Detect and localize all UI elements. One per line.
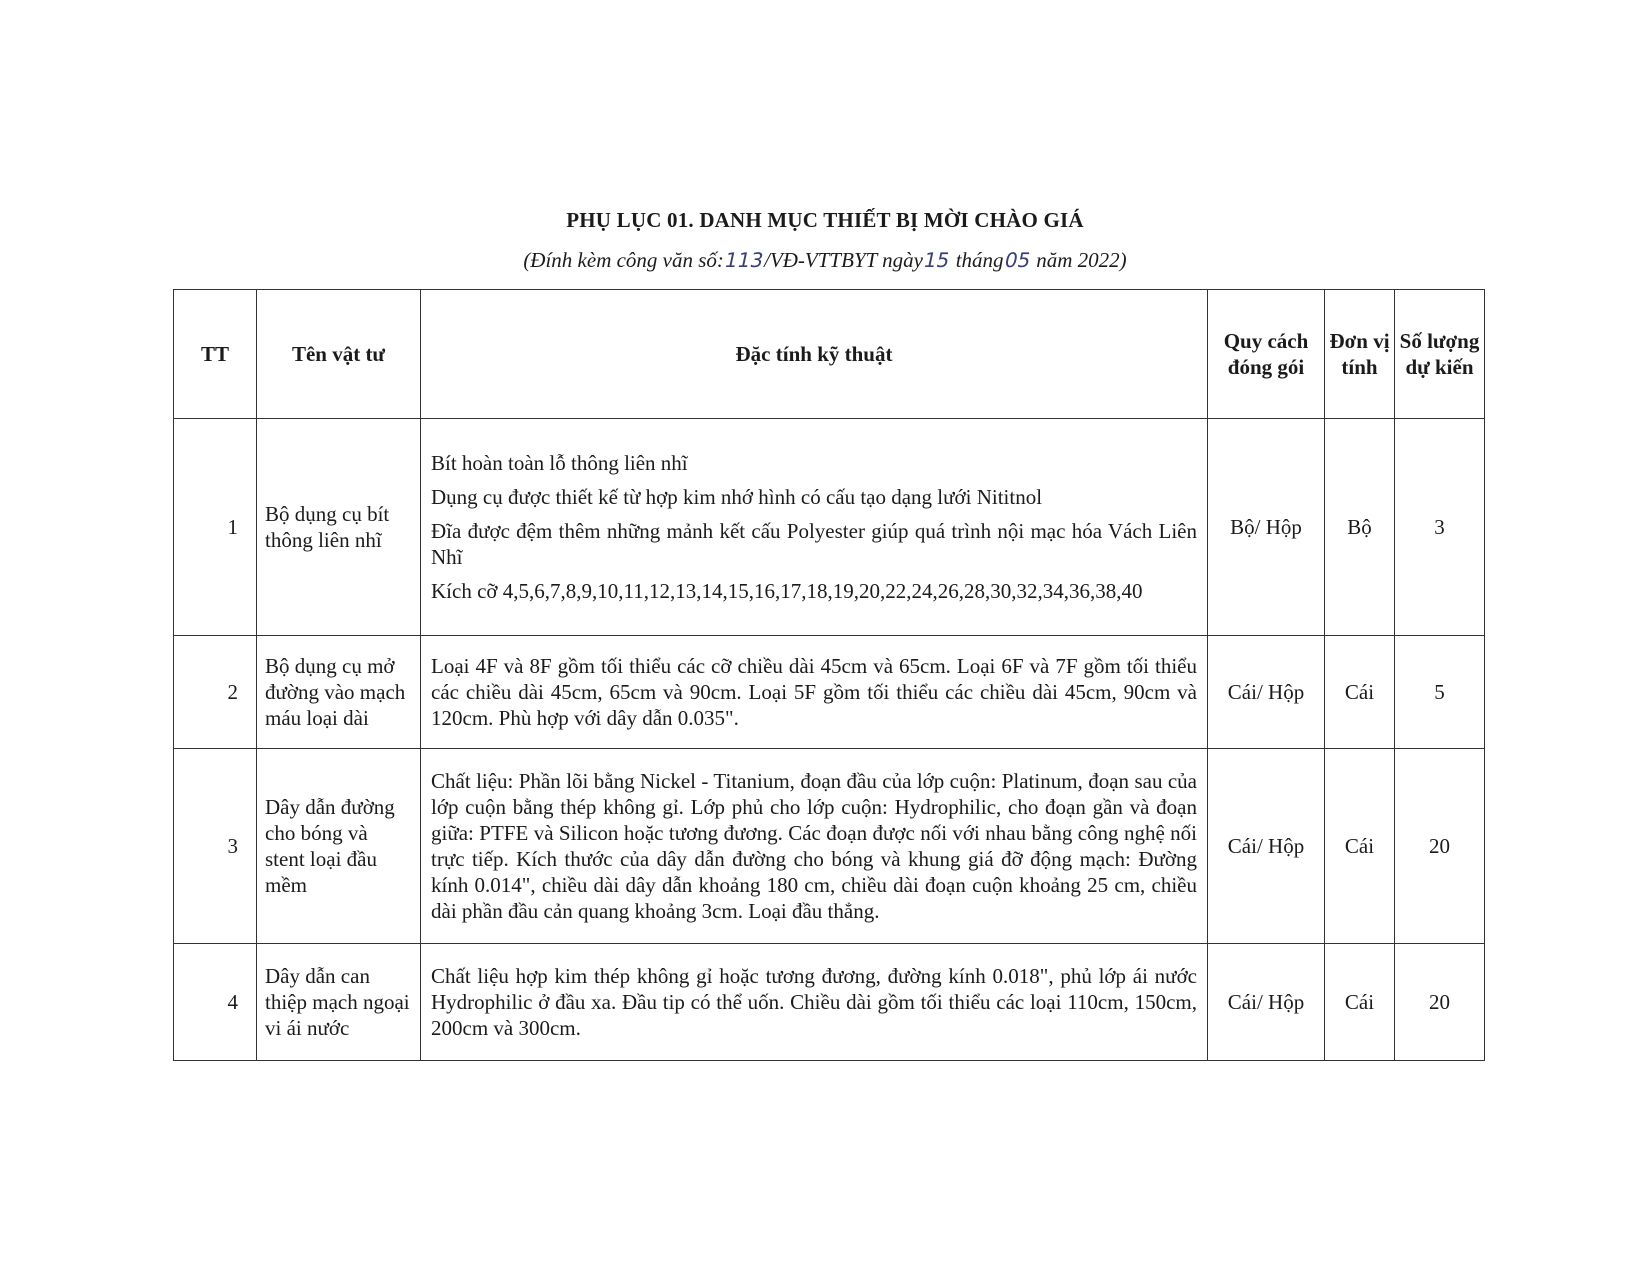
page-title: PHỤ LỤC 01. DANH MỤC THIẾT BỊ MỜI CHÀO GIÁ	[566, 208, 1084, 232]
header-packaging: Quy cách đóng gói	[1208, 290, 1325, 419]
header-unit: Đơn vị tính	[1325, 290, 1395, 419]
cell-spec: Loại 4F và 8F gồm tối thiểu các cỡ chiều dài 45cm và 65cm. Loại 6F và 7F gồm tối thiểu các chiều dài 45cm, 65cm và 90cm. Loại 5F gồm tối thiểu các chiều dài 45cm, 90cm và 120cm. Phù hợp với dây dẫn 0.035".	[421, 636, 1208, 749]
table-row	[174, 419, 1485, 636]
page-subtitle	[0, 248, 1650, 273]
header-spec: Đặc tính kỹ thuật	[421, 290, 1208, 419]
spec-line: Dụng cụ được thiết kế từ hợp kim nhớ hình có cấu tạo dạng lưới Nititnol	[431, 485, 1043, 509]
cell-unit: Cái	[1325, 944, 1395, 1061]
spec-line: Bít hoàn toàn lỗ thông liên nhĩ	[431, 451, 688, 475]
cell-spec: Chất liệu hợp kim thép không gỉ hoặc tương đương, đường kính 0.018", phủ lớp ái nước Hydrophilic ở đầu xa. Đầu tip có thể uốn. Chiều dài gồm tối thiểu các loại 110cm, 150cm, 200cm và 300cm.	[421, 944, 1208, 1061]
cell-packaging: Bộ/ Hộp	[1208, 419, 1325, 636]
cell-unit: Cái	[1325, 636, 1395, 749]
table-row	[174, 749, 1485, 944]
cell-quantity: 5	[1395, 636, 1485, 749]
cell-name: Dây dẫn đường cho bóng và stent loại đầu mềm	[257, 749, 421, 944]
cell-packaging: Cái/ Hộp	[1208, 636, 1325, 749]
handwritten-month: 05	[1001, 248, 1033, 272]
cell-unit: Cái	[1325, 749, 1395, 944]
subtitle-mid-1: /VĐ-VTTBYT ngày	[764, 248, 923, 272]
subtitle-mid-2: tháng	[950, 248, 1004, 272]
equipment-catalog-table	[173, 289, 1485, 1061]
handwritten-day: 15	[921, 248, 953, 272]
cell-unit: Bộ	[1325, 419, 1395, 636]
cell-name: Dây dẫn can thiệp mạch ngoại vi ái nước	[257, 944, 421, 1061]
spec-line: Kích cỡ 4,5,6,7,8,9,10,11,12,13,14,15,16,17,18,19,20,22,24,26,28,30,32,34,36,38,40	[431, 579, 1143, 603]
cell-tt: 4	[174, 944, 257, 1061]
cell-tt: 3	[174, 749, 257, 944]
header-name: Tên vật tư	[257, 290, 421, 419]
cell-name: Bộ dụng cụ mở đường vào mạch máu loại dài	[257, 636, 421, 749]
header-tt: TT	[174, 290, 257, 419]
cell-tt: 1	[174, 419, 257, 636]
table-header-row	[174, 290, 1485, 419]
header-quantity: Số lượng dự kiến	[1395, 290, 1485, 419]
cell-quantity: 20	[1395, 944, 1485, 1061]
table-row	[174, 944, 1485, 1061]
cell-name: Bộ dụng cụ bít thông liên nhĩ	[257, 419, 421, 636]
spec-line: Đĩa được đệm thêm những mảnh kết cấu Polyester giúp quá trình nội mạc hóa Vách Liên Nhĩ	[431, 519, 1197, 569]
handwritten-document-number: 113	[722, 248, 766, 272]
subtitle-prefix: (Đính kèm công văn số:	[523, 248, 724, 272]
cell-quantity: 3	[1395, 419, 1485, 636]
cell-packaging: Cái/ Hộp	[1208, 749, 1325, 944]
cell-spec	[421, 419, 1208, 636]
cell-tt: 2	[174, 636, 257, 749]
table-row	[174, 636, 1485, 749]
cell-quantity: 20	[1395, 749, 1485, 944]
cell-packaging: Cái/ Hộp	[1208, 944, 1325, 1061]
cell-spec: Chất liệu: Phần lõi bằng Nickel - Titanium, đoạn đầu của lớp cuộn: Platinum, đoạn sau của lớp cuộn bằng thép không gỉ. Lớp phủ cho lớp cuộn: Hydrophilic, cho đoạn gần và đoạn giữa: PTFE và Silicon hoặc tương đương. Các đoạn được nối với nhau bằng công nghệ nối trực tiếp. Kích thước của dây dẫn đường cho bóng và khung giá đỡ động mạch: Đường kính 0.014", chiều dài dây dẫn khoảng 180 cm, chiều dài đoạn cuộn khoảng 25 cm, chiều dài phần đầu cản quang khoảng 3cm. Loại đầu thẳng.	[421, 749, 1208, 944]
subtitle-suffix: năm 2022)	[1031, 248, 1127, 272]
